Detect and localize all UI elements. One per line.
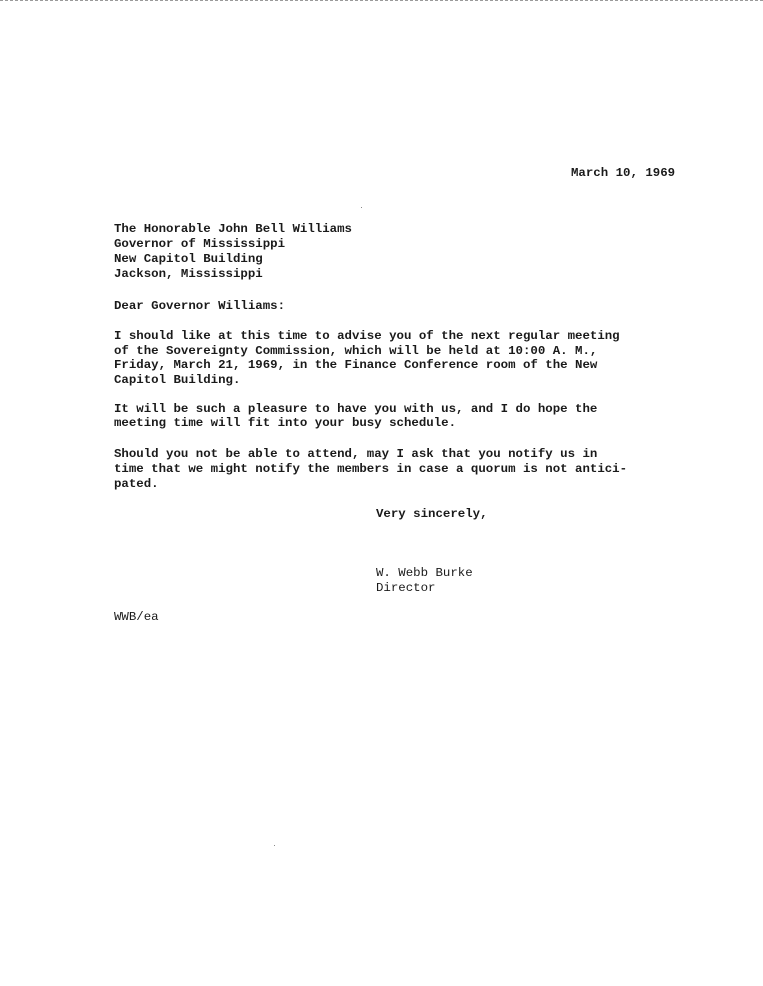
salutation: Dear Governor Williams: (114, 299, 286, 313)
paragraph-1-line-1: I should like at this time to advise you of the next regular meeting (114, 329, 620, 343)
paragraph-3-line-2: time that we might notify the members in case a quorum is not antici- (114, 462, 628, 476)
signer-name: W. Webb Burke (376, 566, 473, 580)
recipient-line-4: Jackson, Mississippi (114, 267, 263, 281)
recipient-line-2: Governor of Mississippi (114, 237, 286, 251)
paper-speck (274, 845, 275, 846)
paragraph-3-line-3: pated. (114, 477, 159, 491)
paragraph-1-line-2: of the Sovereignty Commission, which will be held at 10:00 A. M., (114, 344, 598, 358)
closing: Very sincerely, (376, 507, 488, 521)
typist-initials: WWB/ea (114, 610, 159, 624)
letter-date: March 10, 1969 (571, 166, 676, 180)
paragraph-3-line-1: Should you not be able to attend, may I ask that you notify us in (114, 447, 598, 461)
recipient-line-3: New Capitol Building (114, 252, 263, 266)
paragraph-1-line-3: Friday, March 21, 1969, in the Finance Conference room of the New (114, 358, 598, 372)
signer-title: Director (376, 581, 436, 595)
paragraph-2-line-1: It will be such a pleasure to have you with us, and I do hope the (114, 402, 598, 416)
recipient-line-1: The Honorable John Bell Williams (114, 222, 352, 236)
paragraph-1-line-4: Capitol Building. (114, 373, 241, 387)
paper-speck (361, 207, 362, 208)
paragraph-2-line-2: meeting time will fit into your busy schedule. (114, 416, 457, 430)
